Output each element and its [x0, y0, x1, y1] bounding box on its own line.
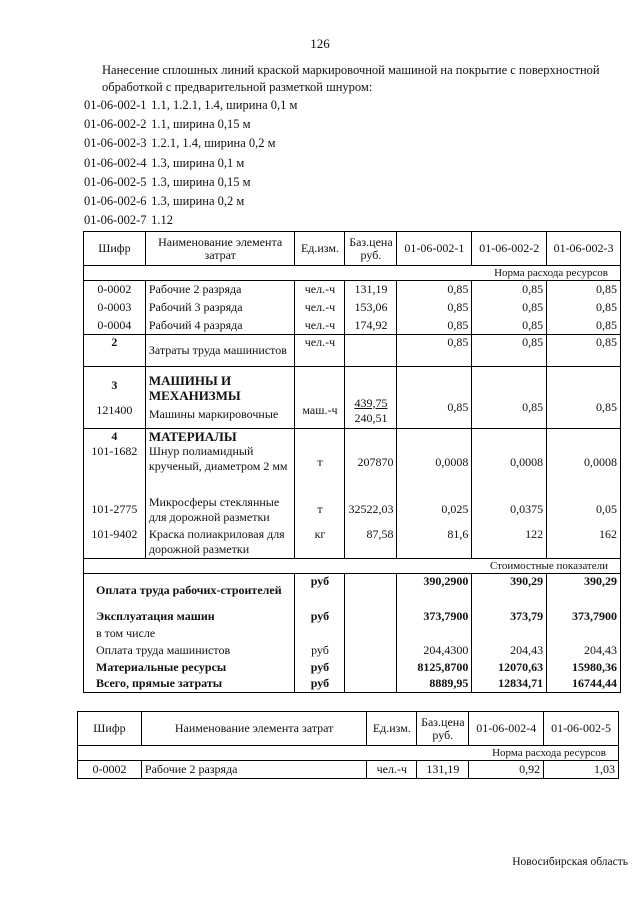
table-row [84, 429, 621, 493]
code-list-item [84, 173, 297, 192]
table-row [84, 335, 621, 367]
code: 01-06-002-5 [84, 174, 147, 189]
cell-price: 87,58 [345, 527, 397, 559]
machines-section-row [84, 367, 621, 429]
cell-price: 207870 [345, 429, 397, 493]
code: 01-06-002-2 [84, 117, 147, 132]
page-number: 126 [310, 36, 330, 51]
total-value: 390,2900 [397, 574, 472, 608]
code-desc: 1.12 [151, 213, 173, 228]
code-list-item [84, 115, 297, 134]
total-label: Материальные ресурсы [84, 659, 295, 676]
section-row [84, 266, 621, 281]
total-value: 373,79 [472, 608, 547, 626]
total-value: 204,43 [472, 642, 547, 659]
section-row [84, 559, 621, 574]
cell-value: 0,85 [397, 317, 472, 335]
table-row [84, 493, 621, 527]
cell-value: 162 [547, 527, 621, 559]
total-label: Оплата труда рабочих-строителей [84, 574, 295, 608]
total-empty [345, 642, 397, 659]
cell-value: 0,85 [472, 299, 547, 317]
totals-row [84, 642, 621, 659]
code: 01-06-002-3 [84, 136, 147, 151]
col-header: Ед.изм. [367, 712, 417, 746]
cell-value: 0,85 [472, 281, 547, 299]
cell-name: Рабочий 3 разряда [145, 299, 295, 317]
table-row [84, 299, 621, 317]
table-row [84, 281, 621, 299]
code-list-item [84, 96, 297, 115]
code-list [84, 96, 297, 230]
machine-code: 121400 [96, 402, 133, 417]
cell-value: 0,05 [547, 493, 621, 527]
cell-price [345, 335, 397, 367]
cell-value: 0,0008 [397, 429, 472, 493]
cell-value: 0,92 [469, 761, 544, 779]
section-label: Норма расхода ресурсов [84, 266, 621, 281]
cell-code: 0-0004 [84, 317, 146, 335]
col-header: Ед.изм. [295, 232, 345, 266]
cell-unit: чел.-ч [295, 281, 345, 299]
code: 01-06-002-1 [84, 98, 147, 112]
cell-code: 0-0002 [84, 281, 146, 299]
cell-value: 122 [472, 527, 547, 559]
cell-value: 0,85 [547, 317, 621, 335]
cell-name: Микросферы стеклянные для дорожной разметки [145, 493, 295, 527]
cell-unit: маш.-ч [295, 367, 345, 429]
total-unit: руб [295, 659, 345, 676]
section-label: Стоимостные показатели [84, 559, 621, 574]
section-number: 4 [111, 429, 118, 443]
code-desc: 1.3, ширина 0,15 м [151, 174, 251, 189]
section-title: МАШИНЫ И МЕХАНИЗМЫ [148, 373, 241, 403]
cell-value: 0,85 [472, 367, 547, 429]
cell-value: 0,85 [397, 299, 472, 317]
total-value [547, 626, 621, 642]
cell-value: 0,85 [547, 281, 621, 299]
cell-value: 81,6 [397, 527, 472, 559]
table-header-row [84, 232, 621, 266]
col-header: 01-06-002-3 [547, 232, 621, 266]
cell-value: 0,85 [397, 335, 472, 367]
total-empty [345, 626, 397, 642]
total-value: 15980,36 [547, 659, 621, 676]
cell-name: Краска полиакриловая для дорожной разметки [145, 527, 295, 559]
total-value: 390,29 [547, 574, 621, 608]
code-list-item [84, 134, 297, 153]
cell-unit: чел.-ч [295, 335, 345, 367]
total-unit: руб [295, 642, 345, 659]
cell-price: 131,19 [345, 281, 397, 299]
cell-price: 174,92 [345, 317, 397, 335]
total-label: Эксплуатация машин [84, 608, 295, 626]
totals-row [84, 659, 621, 676]
material-name: Шнур полиамидный крученый, диаметром 2 мм [148, 444, 288, 473]
footer-region: Новосибирская область [512, 856, 628, 868]
col-header: 01-06-002-2 [472, 232, 547, 266]
total-label: Оплата труда машинистов [84, 642, 295, 659]
cell-code: 2 [84, 335, 146, 367]
code-desc: 1.2.1, 1.4, ширина 0,2 м [151, 136, 276, 151]
total-value: 373,7900 [547, 608, 621, 626]
totals-row [84, 574, 621, 608]
total-empty [345, 659, 397, 676]
totals-row [84, 676, 621, 693]
cell-value: 0,85 [547, 367, 621, 429]
cell-value: 0,0008 [547, 429, 621, 493]
cell-code: 0-0002 [78, 761, 142, 779]
table-row [84, 317, 621, 335]
cell-value: 1,03 [544, 761, 619, 779]
cell-code: 101-2775 [84, 493, 146, 527]
machine-price-a: 439,75 [354, 395, 388, 410]
totals-row [84, 608, 621, 626]
total-value: 204,4300 [397, 642, 472, 659]
cell-code: 0-0003 [84, 299, 146, 317]
resource-table-2 [77, 711, 619, 779]
total-unit: руб [295, 676, 345, 693]
code: 01-06-002-4 [84, 155, 147, 170]
total-value: 373,7900 [397, 608, 472, 626]
col-header: Баз.цена руб. [417, 712, 469, 746]
total-label: Всего, прямые затраты [84, 676, 295, 693]
cell-code [84, 367, 146, 429]
total-unit: руб [295, 574, 345, 608]
total-value: 12834,71 [472, 676, 547, 693]
cell-unit: т [295, 493, 345, 527]
cell-unit: чел.-ч [295, 317, 345, 335]
cell-value: 0,85 [547, 299, 621, 317]
total-value: 12070,63 [472, 659, 547, 676]
col-header: Шифр [84, 232, 146, 266]
code-desc: 1.1, ширина 0,15 м [151, 117, 251, 132]
col-header: Наименование элемента затрат [141, 712, 366, 746]
totals-row [84, 626, 621, 642]
cell-value: 0,85 [472, 317, 547, 335]
section-title: МАТЕРИАЛЫ [148, 429, 237, 444]
total-empty [345, 608, 397, 626]
col-header: Баз.цена руб. [345, 232, 397, 266]
code-desc: 1.3, ширина 0,1 м [151, 155, 245, 170]
code: 01-06-002-6 [84, 193, 147, 208]
cell-price: 153,06 [345, 299, 397, 317]
col-header: 01-06-002-1 [397, 232, 472, 266]
code-list-item [84, 211, 297, 230]
code-desc: 1.1, 1.2.1, 1.4, ширина 0,1 м [151, 98, 298, 112]
total-empty [345, 574, 397, 608]
section-row [78, 746, 619, 761]
cell-name [145, 429, 295, 493]
cell-price [345, 367, 397, 429]
total-unit [295, 626, 345, 642]
total-value [397, 626, 472, 642]
cell-name: Рабочие 2 разряда [145, 281, 295, 299]
cell-unit: чел.-ч [295, 299, 345, 317]
cell-name [145, 367, 295, 429]
resource-table-1 [83, 231, 621, 693]
cell-price: 131,19 [417, 761, 469, 779]
code-desc: 1.3, ширина 0,2 м [151, 193, 245, 208]
cell-name: Рабочие 2 разряда [141, 761, 366, 779]
col-header: Шифр [78, 712, 142, 746]
total-unit: руб [295, 608, 345, 626]
total-value: 204,43 [547, 642, 621, 659]
total-value: 390,29 [472, 574, 547, 608]
cell-name: Затраты труда машинистов [145, 335, 295, 367]
cell-value: 0,025 [397, 493, 472, 527]
cell-value: 0,85 [397, 367, 472, 429]
cell-unit: чел.-ч [367, 761, 417, 779]
total-value: 16744,44 [547, 676, 621, 693]
machine-name: Машины маркировочные [148, 407, 279, 421]
code-list-item [84, 192, 297, 211]
intro-text: Нанесение сплошных линий краской маркировочной машиной на покрытие с поверхностной обработкой с предварительной разметкой шнуром: [102, 63, 600, 94]
table-row [78, 761, 619, 779]
col-header: Наименование элемента затрат [145, 232, 295, 266]
code-list-item [84, 154, 297, 173]
code: 01-06-002-7 [84, 213, 147, 228]
total-value: 8125,8700 [397, 659, 472, 676]
col-header: 01-06-002-5 [544, 712, 619, 746]
total-label: в том числе [84, 626, 295, 642]
cell-value: 0,0375 [472, 493, 547, 527]
material-code: 101-1682 [91, 444, 138, 458]
cell-unit: т [295, 429, 345, 493]
cell-name: Рабочий 4 разряда [145, 317, 295, 335]
cell-code: 101-9402 [84, 527, 146, 559]
total-empty [345, 676, 397, 693]
cell-price: 32522,03 [345, 493, 397, 527]
cell-value: 0,85 [397, 281, 472, 299]
machine-price-b: 240,51 [354, 410, 388, 425]
cell-value: 0,85 [472, 335, 547, 367]
total-value [472, 626, 547, 642]
cell-unit: кг [295, 527, 345, 559]
cell-code [84, 429, 146, 493]
cell-value: 0,85 [547, 335, 621, 367]
cell-value: 0,0008 [472, 429, 547, 493]
total-value: 8889,95 [397, 676, 472, 693]
section-number: 3 [111, 377, 118, 392]
table-row [84, 527, 621, 559]
section-label: Норма расхода ресурсов [78, 746, 619, 761]
col-header: 01-06-002-4 [469, 712, 544, 746]
table-header-row [78, 712, 619, 746]
